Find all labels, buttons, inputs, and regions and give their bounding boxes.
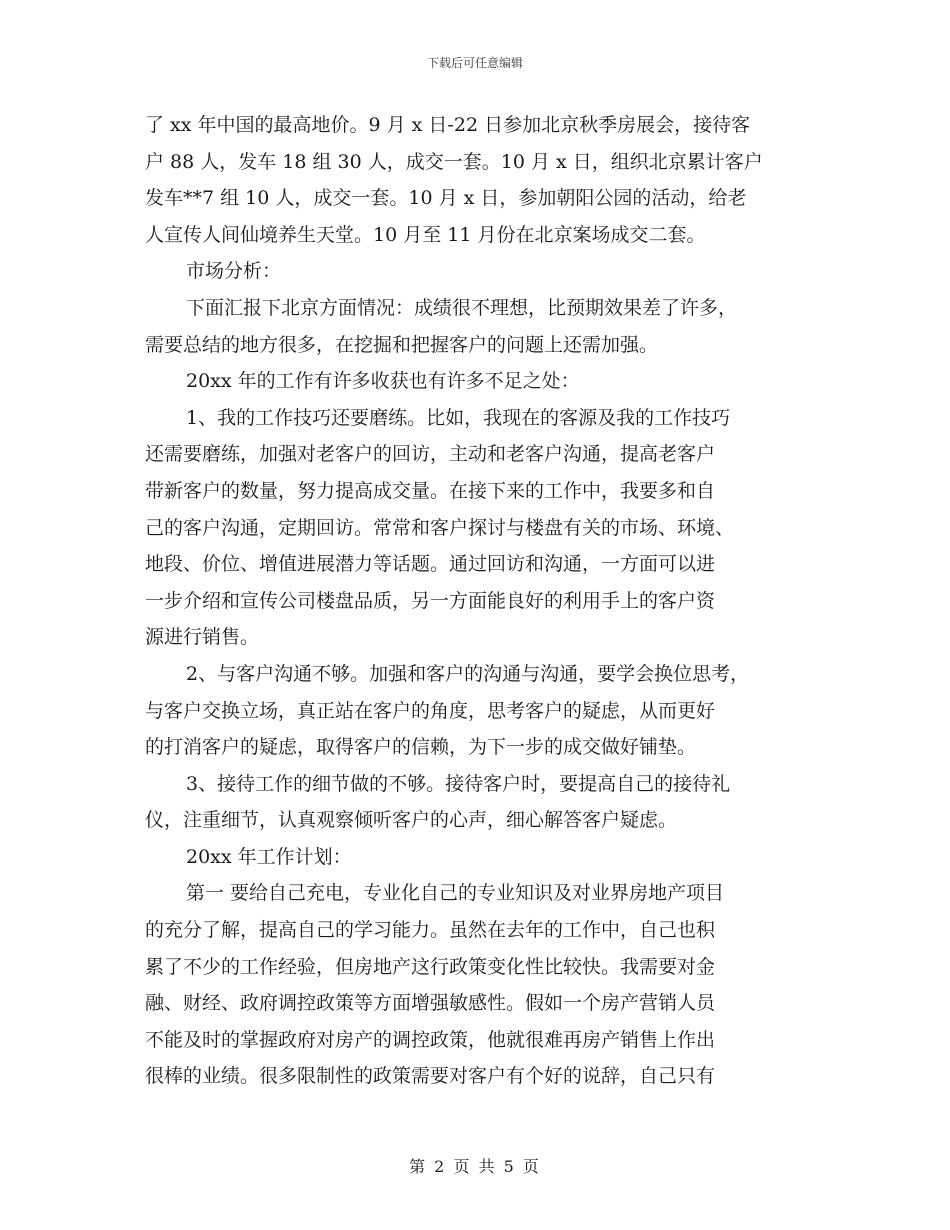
text-line: 了 xx 年中国的最高地价。9 月 x 日-22 日参加北京秋季房展会，接待客 — [145, 114, 751, 136]
text-line: 己的客户沟通，定期回访。常常和客户探讨与楼盘有关的市场、环境、 — [145, 516, 735, 539]
document-body — [145, 107, 825, 1095]
text-line: 带新客户的数量，努力提高成交量。在接下来的工作中，我要多和自 — [145, 479, 716, 502]
text-line: 源进行销售。 — [145, 626, 260, 649]
text-line: 不能及时的掌握政府对房产的调控政策，他就很难再房产销售上作出 — [145, 1028, 716, 1051]
text-line: 户 88 人，发车 18 组 30 人，成交一套。10 月 x 日，组织北京累计客户 — [145, 150, 763, 173]
text-line: 2、与客户沟通不够。加强和客户的沟通与沟通，要学会换位思考， — [186, 662, 750, 685]
text-line: 1、我的工作技巧还要磨练。比如，我现在的客源及我的工作技巧 — [186, 406, 731, 429]
text-line: 与客户交换立场，真正站在客户的角度，思考客户的疑虑，从而更好 — [145, 699, 716, 722]
text-line: 发车**7 组 10 人，成交一套。10 月 x 日，参加朝阳公园的活动，给老 — [145, 187, 747, 210]
text-line: 仪，注重细节，认真观察倾听客户的心声，细心解答客户疑虑。 — [145, 809, 678, 832]
text-line: 需要总结的地方很多，在挖掘和把握客户的问题上还需加强。 — [145, 333, 659, 356]
text-line: 人宣传人间仙境养生天堂。10 月至 11 月份在北京案场成交二套。 — [145, 223, 706, 246]
text-line: 很棒的业绩。很多限制性的政策需要对客户有个好的说辞，自己只有 — [145, 1065, 716, 1088]
page-header: 下载后可任意编辑 — [426, 56, 523, 70]
text-line: 下面汇报下北京方面情况：成绩很不理想，比预期效果差了许多， — [186, 296, 738, 319]
text-line: 市场分析： — [186, 260, 282, 283]
text-line: 地段、价位、增值进展潜力等话题。通过回访和沟通，一方面可以进 — [145, 553, 716, 576]
text-line: 累了不少的工作经验，但房地产这行政策变化性比较快。我需要对金 — [145, 955, 716, 978]
page-number: 第 2 页 共 5 页 — [409, 1157, 541, 1176]
text-line: 融、财经、政府调控政策等方面增强敏感性。假如一个房产营销人员 — [145, 992, 716, 1015]
text-line: 的打消客户的疑虑，取得客户的信赖，为下一步的成交做好铺垫。 — [145, 736, 697, 759]
text-line: 第一 要给自己充电，专业化自己的专业知识及对业界房地产项目 — [186, 882, 725, 905]
text-line: 一步介绍和宣传公司楼盘品质，另一方面能良好的利用手上的客户资 — [145, 589, 716, 612]
text-line: 的充分了解，提高自己的学习能力。虽然在去年的工作中，自己也积 — [145, 919, 716, 942]
text-line: 还需要磨练，加强对老客户的回访，主动和老客户沟通，提高老客户 — [145, 443, 716, 466]
text-line: 3、接待工作的细节做的不够。接待客户时，要提高自己的接待礼 — [186, 772, 731, 795]
text-line: 20xx 年工作计划： — [186, 845, 352, 868]
text-line: 20xx 年的工作有许多收获也有许多不足之处： — [186, 370, 580, 393]
